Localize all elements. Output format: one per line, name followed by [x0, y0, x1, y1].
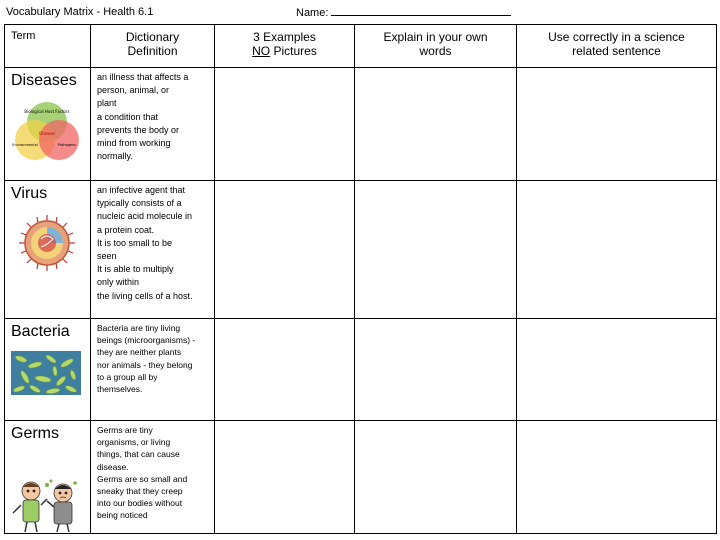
explain-header-line1: Explain in your own: [383, 30, 488, 44]
explain-cell-bacteria[interactable]: [355, 319, 517, 421]
sentence-cell-bacteria[interactable]: [517, 319, 717, 421]
definition-cell: [91, 181, 215, 319]
term-word: Diseases: [11, 72, 77, 89]
term-word: Bacteria: [11, 323, 70, 340]
term-column-header: Term: [5, 25, 91, 68]
explain-cell-germs[interactable]: [355, 421, 517, 534]
name-blank-line[interactable]: [331, 6, 511, 16]
definition-line: an illness that affects a: [97, 72, 189, 82]
explain-cell-virus[interactable]: [355, 181, 517, 319]
virus-cross-section-image: [11, 213, 83, 273]
explain-column-header: [355, 25, 517, 68]
definition-line: being noticed: [97, 510, 148, 521]
definition-column-header: [91, 25, 215, 68]
sentence-header-line1: Use correctly in a science: [548, 30, 685, 44]
definition-header-line2: Definition: [127, 44, 178, 58]
definition-line: organisms, or living: [97, 437, 171, 448]
definition-line: prevents the body or: [97, 124, 180, 135]
sentence-column-header: [517, 25, 717, 68]
definition-line: seen: [97, 251, 117, 262]
definition-line: Germs are tiny: [97, 425, 153, 435]
term-cell: [5, 181, 91, 319]
bacteria-microscope-image: [11, 351, 81, 395]
examples-header-pictures: Pictures: [273, 44, 317, 58]
definition-line: the living cells of a host.: [97, 290, 193, 301]
definition-line: they are neither plants: [97, 347, 182, 358]
examples-cell-virus[interactable]: [215, 181, 355, 319]
sentence-cell-diseases[interactable]: [517, 68, 717, 181]
definition-line: mind from working: [97, 138, 171, 149]
definition-line: It is able to multiply: [97, 264, 174, 275]
venn-label-top: Biological Host Factors: [24, 109, 70, 114]
definition-line: a condition that: [97, 111, 159, 122]
definition-cell: [91, 319, 215, 421]
explain-header-line2: words: [419, 44, 452, 58]
venn-label-right: Pathogens: [57, 143, 77, 147]
examples-header-no: NO: [252, 44, 271, 58]
table-row-diseases: [5, 68, 717, 181]
worksheet-title: Vocabulary Matrix - Health 6.1: [6, 6, 154, 18]
definition-line: only within: [97, 277, 140, 288]
definition-line: It is too small to be: [97, 237, 173, 248]
term-word: Germs: [11, 425, 59, 442]
sentence-cell-virus[interactable]: [517, 181, 717, 319]
vocabulary-matrix-table: [4, 24, 717, 534]
header-row: [5, 25, 717, 68]
term-cell: [5, 68, 91, 181]
definition-line: disease.: [97, 461, 129, 472]
definition-line: sneaky that they creep: [97, 486, 183, 497]
definition-line: an infective agent that: [97, 185, 186, 195]
definition-line: a protein coat.: [97, 224, 155, 235]
definition-cell: [91, 68, 215, 181]
examples-cell-diseases[interactable]: [215, 68, 355, 181]
explain-cell-diseases[interactable]: [355, 68, 517, 181]
table-row-bacteria: [5, 319, 717, 421]
term-word: Virus: [11, 185, 48, 202]
definition-line: nucleic acid molecule in: [97, 211, 193, 222]
definition-line: to a group all by: [97, 371, 158, 382]
definition-line: nor animals - they belong: [97, 359, 193, 370]
venn-label-left: Environmental: [12, 143, 38, 147]
examples-column-header: [215, 25, 355, 68]
term-cell: [5, 319, 91, 421]
definition-line: beings (microorganisms) -: [97, 335, 196, 346]
table-row-germs: [5, 421, 717, 534]
definition-line: Bacteria are tiny living: [97, 323, 181, 333]
term-cell: [5, 421, 91, 534]
name-field[interactable]: [296, 6, 511, 19]
definition-header-line1: Dictionary: [125, 30, 180, 44]
venn-label-center: Disease: [39, 131, 55, 136]
definition-line: things, that can cause: [97, 449, 180, 460]
table-row-virus: [5, 181, 717, 319]
definition-line: typically consists of a: [97, 198, 182, 209]
germs-cartoon-image: [11, 477, 83, 533]
examples-header-line1: 3 Examples: [253, 30, 316, 44]
definition-line: person, animal, or: [97, 85, 170, 96]
disease-venn-diagram: [11, 100, 83, 164]
definition-line: themselves.: [97, 384, 143, 395]
definition-line: into our bodies without: [97, 498, 183, 509]
definition-line: Germs are so small and: [97, 473, 188, 484]
examples-cell-bacteria[interactable]: [215, 319, 355, 421]
sentence-cell-germs[interactable]: [517, 421, 717, 534]
sentence-header-line2: related sentence: [572, 44, 661, 58]
definition-cell: [91, 421, 215, 534]
name-label: Name:: [296, 7, 332, 19]
definition-line: plant: [97, 98, 117, 109]
definition-line: normally.: [97, 151, 133, 162]
examples-cell-germs[interactable]: [215, 421, 355, 534]
